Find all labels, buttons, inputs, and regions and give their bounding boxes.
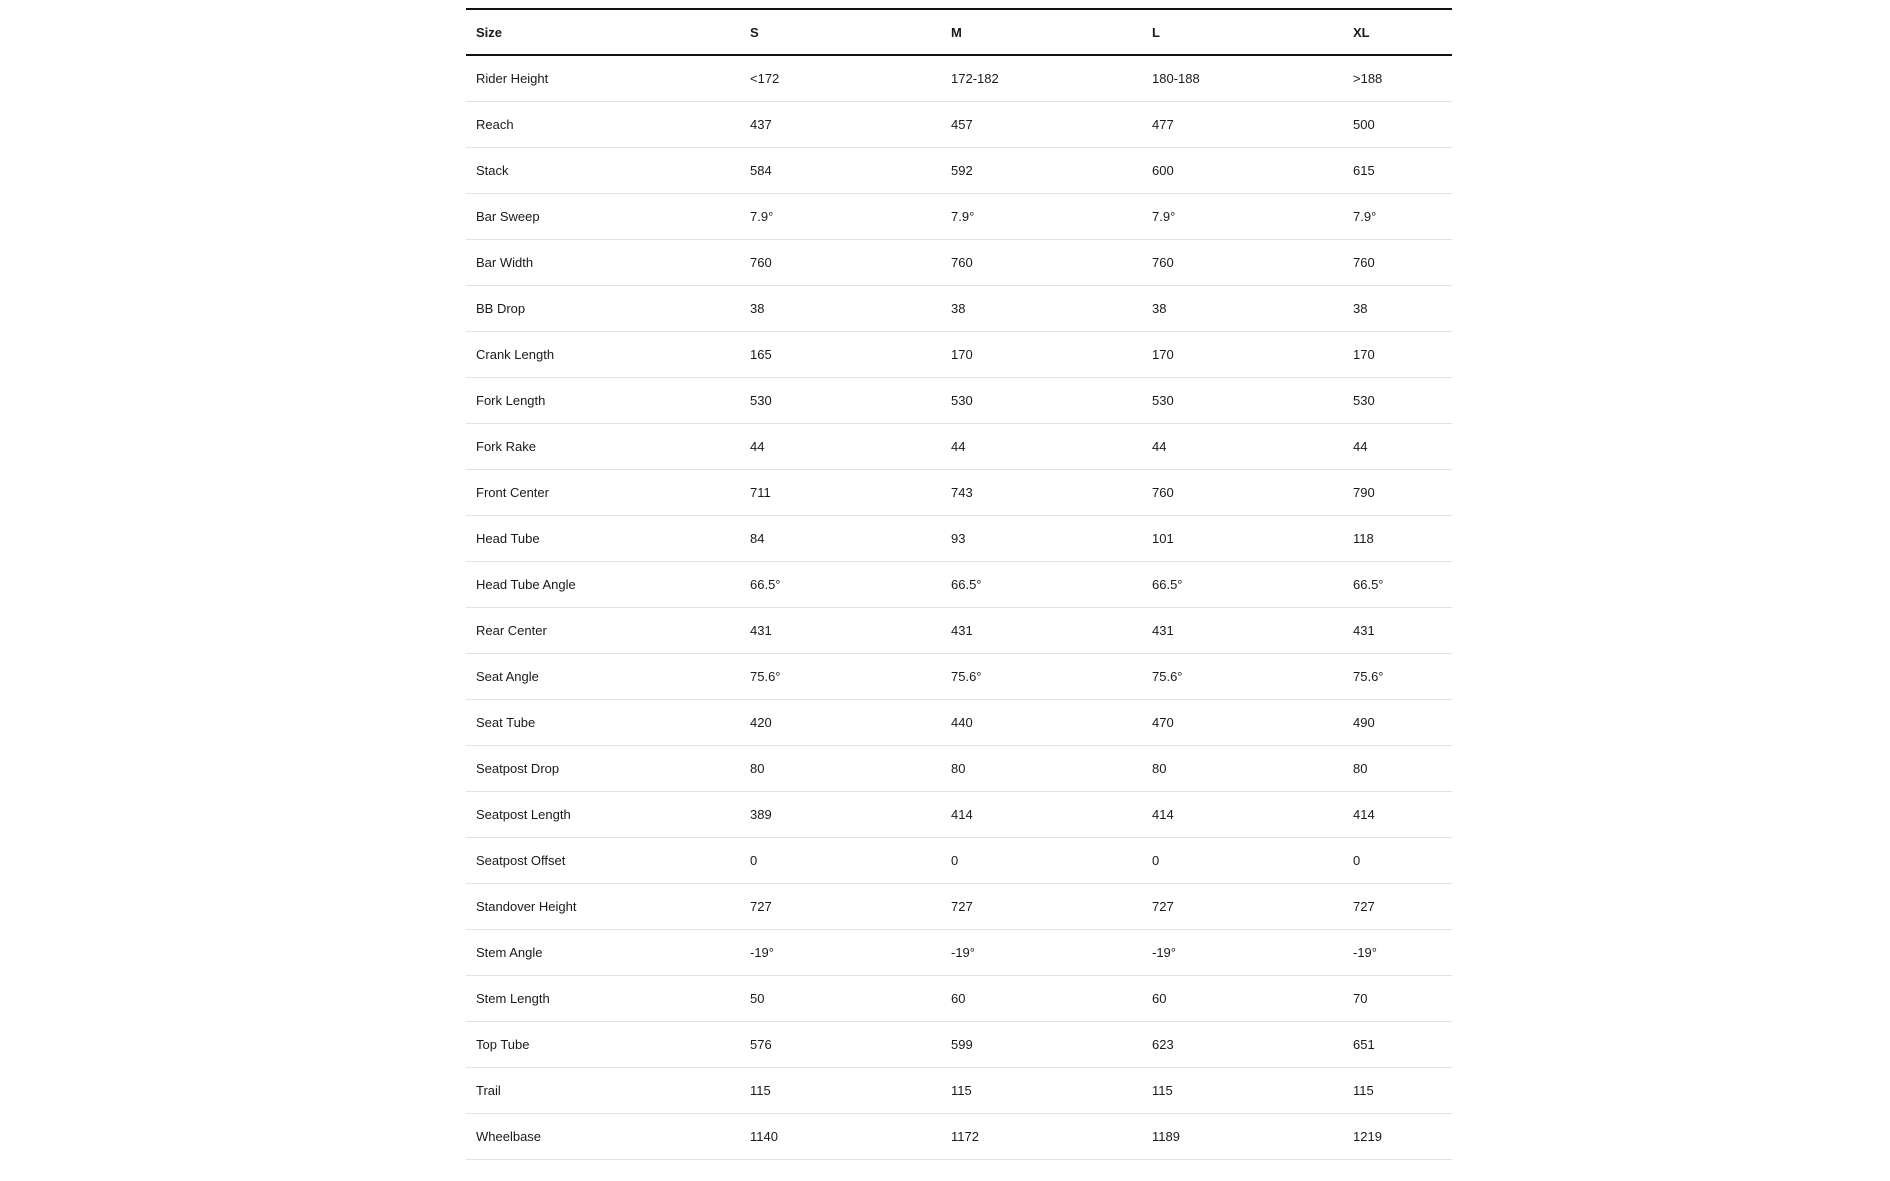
table-cell: 38 [1343,285,1452,331]
size-xl-column-header: XL [1343,9,1452,55]
table-row [466,193,1452,239]
table-cell: 165 [740,331,941,377]
table-row [466,837,1452,883]
row-label: Reach [466,101,740,147]
table-cell: 727 [1343,883,1452,929]
table-cell: 599 [941,1021,1142,1067]
table-cell: 500 [1343,101,1452,147]
header-row [466,9,1452,55]
table-cell: 44 [1142,423,1343,469]
table-row [466,285,1452,331]
table-row [466,699,1452,745]
table-cell: 75.6° [1343,653,1452,699]
row-label: Seatpost Length [466,791,740,837]
row-label: Stem Length [466,975,740,1021]
row-label: Front Center [466,469,740,515]
row-label: Crank Length [466,331,740,377]
table-cell: 437 [740,101,941,147]
table-cell: 66.5° [1142,561,1343,607]
table-cell: -19° [740,929,941,975]
row-label: Seat Angle [466,653,740,699]
row-label: Seat Tube [466,699,740,745]
table-row [466,147,1452,193]
table-cell: 66.5° [941,561,1142,607]
table-cell: 477 [1142,101,1343,147]
table-row [466,561,1452,607]
row-label: Bar Sweep [466,193,740,239]
table-cell: 101 [1142,515,1343,561]
table-cell: 1172 [941,1113,1142,1159]
table-row [466,745,1452,791]
table-row [466,883,1452,929]
row-label: Stem Angle [466,929,740,975]
row-label: Bar Width [466,239,740,285]
table-cell: 530 [941,377,1142,423]
table-cell: 530 [740,377,941,423]
table-row [466,377,1452,423]
row-label: Trail [466,1067,740,1113]
table-cell: 760 [740,239,941,285]
table-cell: 457 [941,101,1142,147]
table-cell: 576 [740,1021,941,1067]
table-cell: 66.5° [1343,561,1452,607]
table-cell: 75.6° [740,653,941,699]
table-cell: 530 [1343,377,1452,423]
table-cell: 170 [1343,331,1452,377]
row-label: Head Tube Angle [466,561,740,607]
table-cell: 44 [1343,423,1452,469]
table-cell: 431 [941,607,1142,653]
row-label: Stack [466,147,740,193]
table-cell: 1189 [1142,1113,1343,1159]
size-column-header: Size [466,9,740,55]
table-cell: 1219 [1343,1113,1452,1159]
table-cell: 0 [1142,837,1343,883]
table-row [466,515,1452,561]
row-label: Head Tube [466,515,740,561]
table-cell: 592 [941,147,1142,193]
table-cell: 93 [941,515,1142,561]
table-cell: 84 [740,515,941,561]
table-cell: 727 [1142,883,1343,929]
table-cell: 115 [941,1067,1142,1113]
row-label: Standover Height [466,883,740,929]
table-row [466,101,1452,147]
row-label: Seatpost Drop [466,745,740,791]
table-cell: 44 [740,423,941,469]
size-s-column-header: S [740,9,941,55]
table-row [466,653,1452,699]
table-cell: 38 [740,285,941,331]
table-cell: 60 [941,975,1142,1021]
table-row [466,423,1452,469]
table-cell: 38 [1142,285,1343,331]
table-cell: 80 [1343,745,1452,791]
table-row [466,607,1452,653]
table-cell: 727 [941,883,1142,929]
table-cell: 38 [941,285,1142,331]
table-cell: 80 [740,745,941,791]
table-row [466,469,1452,515]
table-cell: -19° [941,929,1142,975]
table-cell: 420 [740,699,941,745]
table-cell: 70 [1343,975,1452,1021]
table-cell: 80 [941,745,1142,791]
row-label: Top Tube [466,1021,740,1067]
table-cell: 1140 [740,1113,941,1159]
table-row [466,929,1452,975]
size-l-column-header: L [1142,9,1343,55]
table-cell: 584 [740,147,941,193]
table-cell: <172 [740,55,941,101]
table-row [466,239,1452,285]
table-cell: 431 [1343,607,1452,653]
table-cell: 651 [1343,1021,1452,1067]
table-cell: 172-182 [941,55,1142,101]
table-cell: 414 [1142,791,1343,837]
table-row [466,791,1452,837]
table-cell: 115 [1142,1067,1343,1113]
table-cell: 414 [941,791,1142,837]
table-cell: 414 [1343,791,1452,837]
table-cell: 389 [740,791,941,837]
table-cell: 440 [941,699,1142,745]
table-cell: -19° [1142,929,1343,975]
table-cell: 0 [1343,837,1452,883]
table-cell: 711 [740,469,941,515]
table-cell: 80 [1142,745,1343,791]
row-label: Fork Rake [466,423,740,469]
table-cell: 115 [1343,1067,1452,1113]
table-row [466,331,1452,377]
table-cell: 170 [1142,331,1343,377]
table-cell: 790 [1343,469,1452,515]
table-cell: 7.9° [1343,193,1452,239]
row-label: Fork Length [466,377,740,423]
table-cell: 615 [1343,147,1452,193]
row-label: Wheelbase [466,1113,740,1159]
table-cell: 490 [1343,699,1452,745]
table-cell: 7.9° [740,193,941,239]
table-row [466,975,1452,1021]
table-cell: 431 [1142,607,1343,653]
table-cell: 760 [941,239,1142,285]
row-label: Rider Height [466,55,740,101]
table-cell: 0 [740,837,941,883]
geometry-table [466,8,1452,1160]
table-row [466,1113,1452,1159]
row-label: Seatpost Offset [466,837,740,883]
table-cell: -19° [1343,929,1452,975]
table-cell: 118 [1343,515,1452,561]
table-cell: 760 [1142,239,1343,285]
table-cell: 170 [941,331,1142,377]
table-cell: 623 [1142,1021,1343,1067]
table-cell: 60 [1142,975,1343,1021]
table-cell: 7.9° [1142,193,1343,239]
table-cell: 50 [740,975,941,1021]
table-cell: 75.6° [1142,653,1343,699]
table-cell: 431 [740,607,941,653]
table-cell: 75.6° [941,653,1142,699]
table-cell: 760 [1343,239,1452,285]
table-cell: 760 [1142,469,1343,515]
table-cell: 180-188 [1142,55,1343,101]
table-row [466,1021,1452,1067]
table-cell: 727 [740,883,941,929]
size-m-column-header: M [941,9,1142,55]
table-cell: 743 [941,469,1142,515]
table-cell: 600 [1142,147,1343,193]
table-cell: 7.9° [941,193,1142,239]
table-cell: >188 [1343,55,1452,101]
table-cell: 66.5° [740,561,941,607]
table-header [466,9,1452,55]
table-row [466,1067,1452,1113]
table-cell: 44 [941,423,1142,469]
table-cell: 0 [941,837,1142,883]
table-cell: 470 [1142,699,1343,745]
table-cell: 530 [1142,377,1343,423]
table-cell: 115 [740,1067,941,1113]
table-row [466,55,1452,101]
table-body [466,55,1452,1159]
row-label: Rear Center [466,607,740,653]
row-label: BB Drop [466,285,740,331]
